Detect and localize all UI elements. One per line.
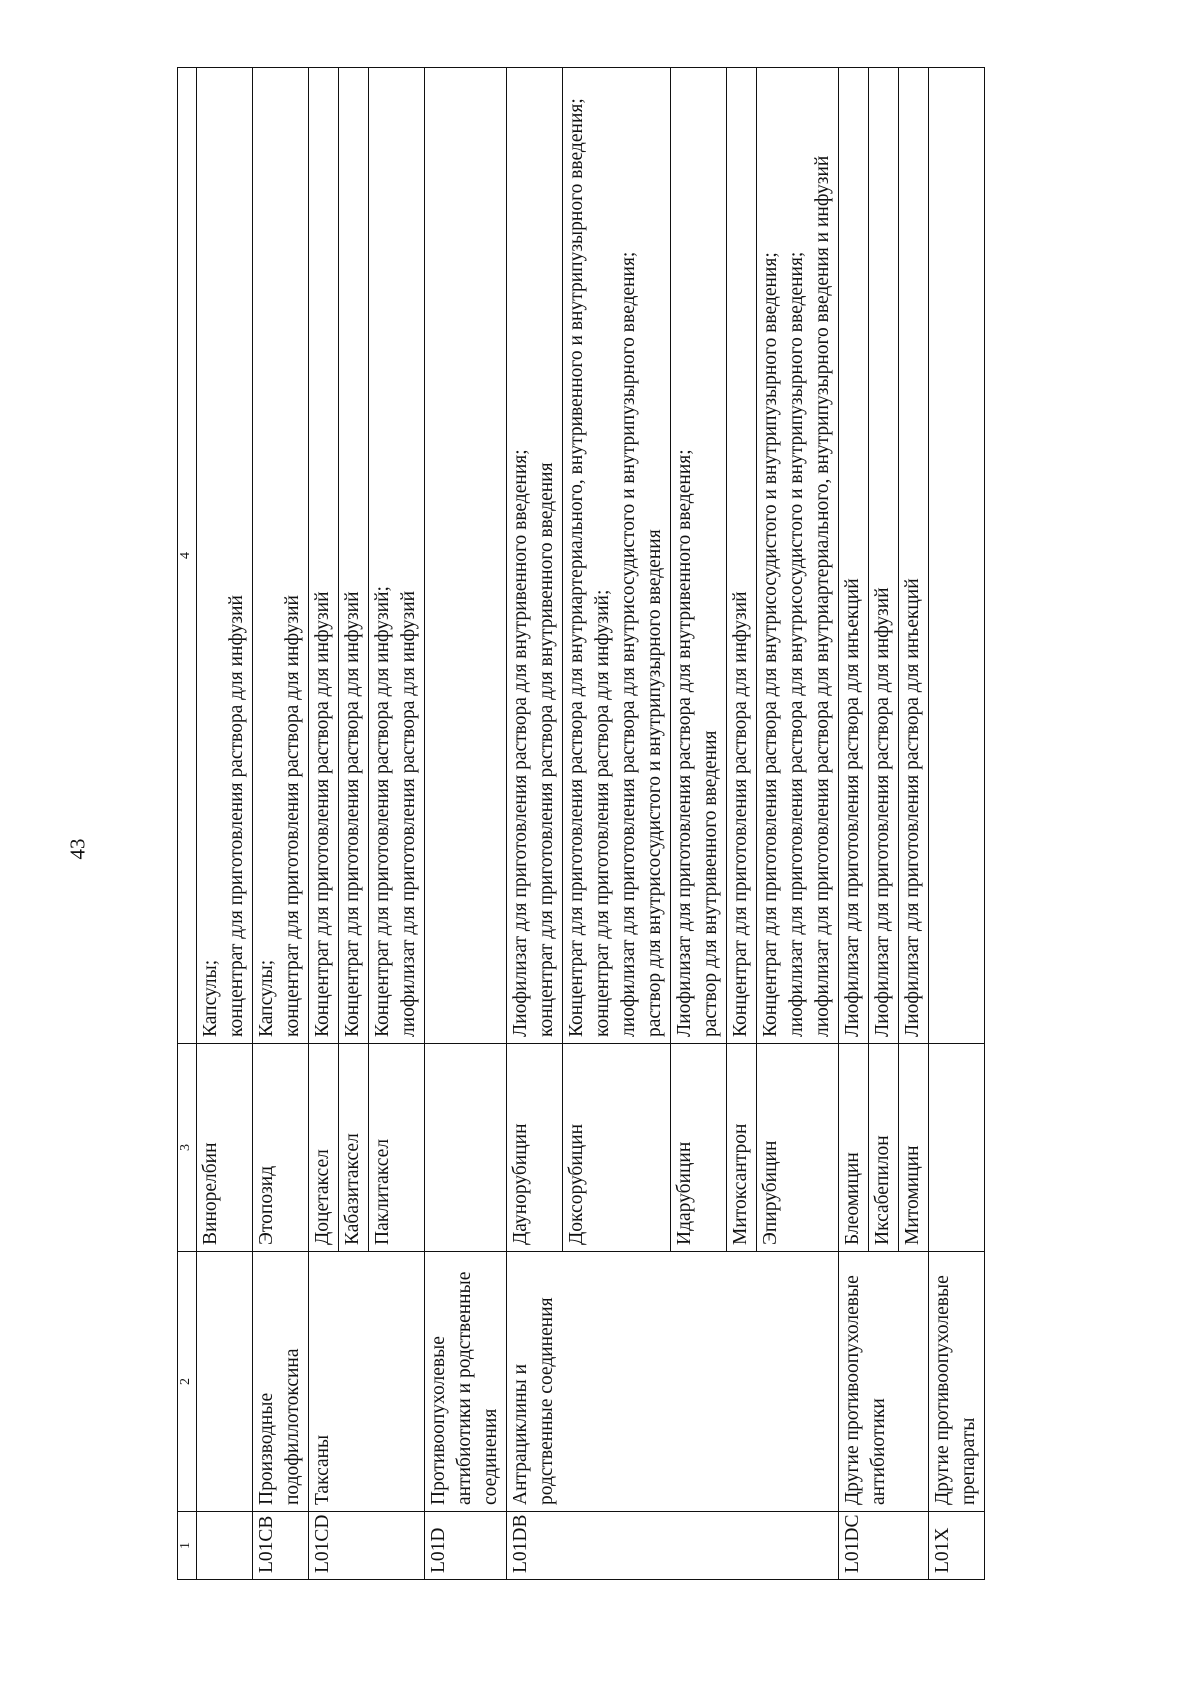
- dosage-forms-cell: [253, 68, 309, 1044]
- drug-name-cell: Этопозид: [253, 1044, 309, 1252]
- dosage-forms-cell: [839, 68, 869, 1044]
- drug-name-cell: Идарубицин: [671, 1044, 727, 1252]
- group-name-cell: Противоопухолевые антибиотики и родственные соединения: [425, 1252, 507, 1512]
- dosage-form-line: концентрат для приготовления раствора для инфузий;: [592, 589, 613, 1037]
- dosage-forms-cell: [563, 68, 671, 1044]
- column-number: 1: [178, 1512, 197, 1580]
- atc-code-cell: L01CB: [253, 1512, 309, 1580]
- dosage-form-line: Концентрат для приготовления раствора для внутрисосудистого и внутрипузырного введения;: [760, 252, 781, 1037]
- drug-name-cell: Митомицин: [899, 1044, 929, 1252]
- medication-table: [177, 67, 985, 1580]
- dosage-forms-cell: [727, 68, 757, 1044]
- drug-name-cell: Даунорубицин: [507, 1044, 563, 1252]
- drug-name-cell: Кабазитаксел: [339, 1044, 369, 1252]
- page-number: 43: [65, 838, 90, 860]
- dosage-forms-cell: [425, 68, 507, 1044]
- dosage-form-line: Концентрат для приготовления раствора для внутриартериального, внутривенного и внутрипузырного введения;: [566, 98, 587, 1037]
- group-name-cell: Антрациклины и родственные соединения: [507, 1252, 839, 1512]
- dosage-forms-cell: [507, 68, 563, 1044]
- dosage-form-line: Лиофилизат для приготовления раствора для внутривенного введения;: [674, 449, 695, 1037]
- dosage-form-line: концентрат для приготовления раствора для внутривенного введения: [536, 462, 557, 1037]
- drug-name-cell: Митоксантрон: [727, 1044, 757, 1252]
- group-name-cell: Производные подофиллотоксина: [253, 1252, 309, 1512]
- atc-code-cell: L01DB: [507, 1512, 839, 1580]
- dosage-form-line: лиофилизат для приготовления раствора для внутрисосудистого и внутрипузырного введения;: [618, 251, 639, 1037]
- drug-name-cell: Эпирубицин: [757, 1044, 839, 1252]
- atc-code-cell: [197, 1512, 253, 1580]
- dosage-form-line: Концентрат для приготовления раствора для инфузий: [312, 591, 333, 1037]
- table-row: [425, 68, 507, 1580]
- dosage-forms-cell: [309, 68, 339, 1044]
- dosage-form-line: раствор для внутривенного введения: [700, 730, 721, 1037]
- table-row: [839, 68, 869, 1580]
- table-row: [197, 68, 253, 1580]
- atc-code-cell: L01X: [929, 1512, 985, 1580]
- table-row: [253, 68, 309, 1580]
- atc-code-cell: L01CD: [309, 1512, 425, 1580]
- dosage-form-line: Лиофилизат для приготовления раствора для инфузий: [872, 587, 893, 1037]
- drug-name-cell: Паклитаксел: [369, 1044, 425, 1252]
- drug-name-cell: Винорелбин: [197, 1044, 253, 1252]
- drug-name-cell: Доцетаксел: [309, 1044, 339, 1252]
- dosage-form-line: Лиофилизат для приготовления раствора для инъекций: [842, 578, 863, 1037]
- column-number: 3: [178, 1044, 197, 1252]
- dosage-form-line: Капсулы;: [256, 959, 277, 1037]
- column-number-row: [178, 68, 197, 1580]
- dosage-forms-cell: [757, 68, 839, 1044]
- dosage-form-line: Концентрат для приготовления раствора для инфузий: [730, 591, 751, 1037]
- dosage-form-line: концентрат для приготовления раствора для инфузий: [226, 595, 247, 1037]
- dosage-forms-cell: [197, 68, 253, 1044]
- dosage-form-line: лиофилизат для приготовления раствора для внутриартериального, внутрипузырного введения и инфузий: [812, 155, 833, 1037]
- dosage-forms-cell: [929, 68, 985, 1044]
- dosage-forms-cell: [899, 68, 929, 1044]
- table-row: [507, 68, 563, 1580]
- drug-name-cell: Блеомицин: [839, 1044, 869, 1252]
- column-number: 2: [178, 1252, 197, 1512]
- dosage-forms-cell: [869, 68, 899, 1044]
- drug-name-cell: Доксорубицин: [563, 1044, 671, 1252]
- dosage-form-line: Капсулы;: [200, 959, 221, 1037]
- dosage-form-line: лиофилизат для приготовления раствора для внутрисосудистого и внутрипузырного введения;: [786, 251, 807, 1037]
- group-name-cell: Другие противоопухолевые препараты: [929, 1252, 985, 1512]
- group-name-cell: Таксаны: [309, 1252, 425, 1512]
- dosage-form-line: раствор для внутрисосудистого и внутрипузырного введения: [644, 529, 665, 1037]
- drug-name-cell: [425, 1044, 507, 1252]
- drug-name-cell: Иксабепилон: [869, 1044, 899, 1252]
- group-name-cell: [197, 1252, 253, 1512]
- dosage-form-line: концентрат для приготовления раствора для инфузий: [282, 595, 303, 1037]
- table-row: [929, 68, 985, 1580]
- dosage-form-line: Лиофилизат для приготовления раствора для внутривенного введения;: [510, 449, 531, 1037]
- dosage-form-line: Концентрат для приготовления раствора для инфузий;: [372, 586, 393, 1037]
- group-name-cell: Другие противоопухолевые антибиотики: [839, 1252, 929, 1512]
- atc-code-cell: L01DC: [839, 1512, 929, 1580]
- dosage-form-line: Концентрат для приготовления раствора для инфузий: [342, 591, 363, 1037]
- rotated-table-container: [177, 68, 979, 1580]
- drug-name-cell: [929, 1044, 985, 1252]
- dosage-form-line: лиофилизат для приготовления раствора для инфузий: [398, 590, 419, 1037]
- dosage-form-line: Лиофилизат для приготовления раствора для инъекций: [902, 578, 923, 1037]
- atc-code-cell: L01D: [425, 1512, 507, 1580]
- dosage-forms-cell: [369, 68, 425, 1044]
- dosage-forms-cell: [339, 68, 369, 1044]
- column-number: 4: [178, 68, 197, 1044]
- dosage-forms-cell: [671, 68, 727, 1044]
- table-row: [309, 68, 339, 1580]
